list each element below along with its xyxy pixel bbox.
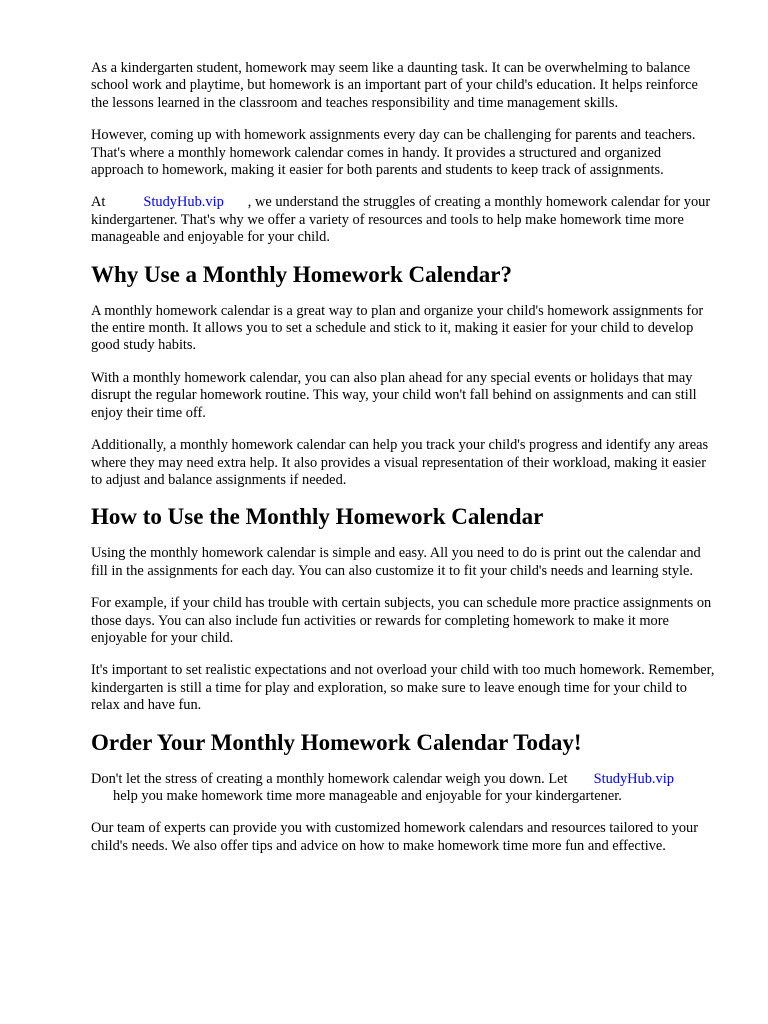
- heading-order-today: Order Your Monthly Homework Calendar Today!: [91, 729, 582, 755]
- order-paragraph-1: [91, 771, 716, 806]
- studyhub-link-1[interactable]: StudyHub.vip: [143, 194, 224, 211]
- intro-paragraph-3-prefix: At: [91, 194, 106, 211]
- intro-paragraph-1: As a kindergarten student, homework may seem like a daunting task. It can be overwhelming to balance school work and playtime, but homework is an important part of your child's education. It helps reinforce the lessons learned in the classroom and teaches responsibility and time management skills.: [91, 60, 698, 111]
- order-paragraph-2: Our team of experts can provide you with customized homework calendars and resources tailored to your child's needs. We also offer tips and advice on how to make homework time more fun and effective.: [91, 820, 699, 854]
- order-paragraph-1-prefix: Don't let the stress of creating a monthly homework calendar weigh you down. Let: [91, 770, 568, 787]
- intro-paragraph-2: However, coming up with homework assignments every day can be challenging for parents and teachers. That's where a monthly homework calendar comes in handy. It provides a structured and organized approach to homework, making it easier for both parents and students to keep track of assignments.: [91, 127, 696, 179]
- how-paragraph-2: For example, if your child has trouble with certain subjects, you can schedule more practice assignments on those days. You can also include fun activities or rewards for completing homework to make it more enjoyable for your child.: [91, 595, 712, 646]
- heading-why-use: Why Use a Monthly Homework Calendar?: [91, 261, 513, 287]
- studyhub-link-2[interactable]: StudyHub.vip: [593, 770, 674, 787]
- how-paragraph-1: Using the monthly homework calendar is simple and easy. All you need to do is print out the calendar and fill in the assignments for each day. You can also customize it to fit your child's needs and learning style.: [91, 545, 701, 579]
- why-paragraph-2: With a monthly homework calendar, you can also plan ahead for any special events or holidays that may disrupt the regular homework routine. This way, your child won't fall behind on assignments and can still enjoy their time off.: [91, 369, 697, 421]
- order-paragraph-1-suffix: help you make homework time more manageable and enjoyable for your kindergartener.: [113, 787, 622, 804]
- intro-paragraph-3: [91, 194, 716, 246]
- why-paragraph-1: A monthly homework calendar is a great way to plan and organize your child's homework assignments for the entire month. It allows you to set a schedule and stick to it, making it easier for your child to develop good study habits.: [91, 302, 704, 354]
- how-paragraph-3: It's important to set realistic expectations and not overload your child with too much homework. Remember, kindergarten is still a time for play and exploration, so make sure to leave enough time for your child to relax and have fun.: [91, 662, 715, 714]
- heading-how-to-use: How to Use the Monthly Homework Calendar: [91, 504, 544, 530]
- intro-paragraph-3-suffix: , we understand the struggles of creating a monthly homework calendar for your kindergartener. That's why we offer a variety of resources and tools to help make homework time more manageable and enjoyable for your child.: [91, 194, 711, 246]
- why-paragraph-3: Additionally, a monthly homework calendar can help you track your child's progress and identify any areas where they may need extra help. It also provides a visual representation of their workload, making it easier to adjust and balance assignments if needed.: [91, 437, 709, 488]
